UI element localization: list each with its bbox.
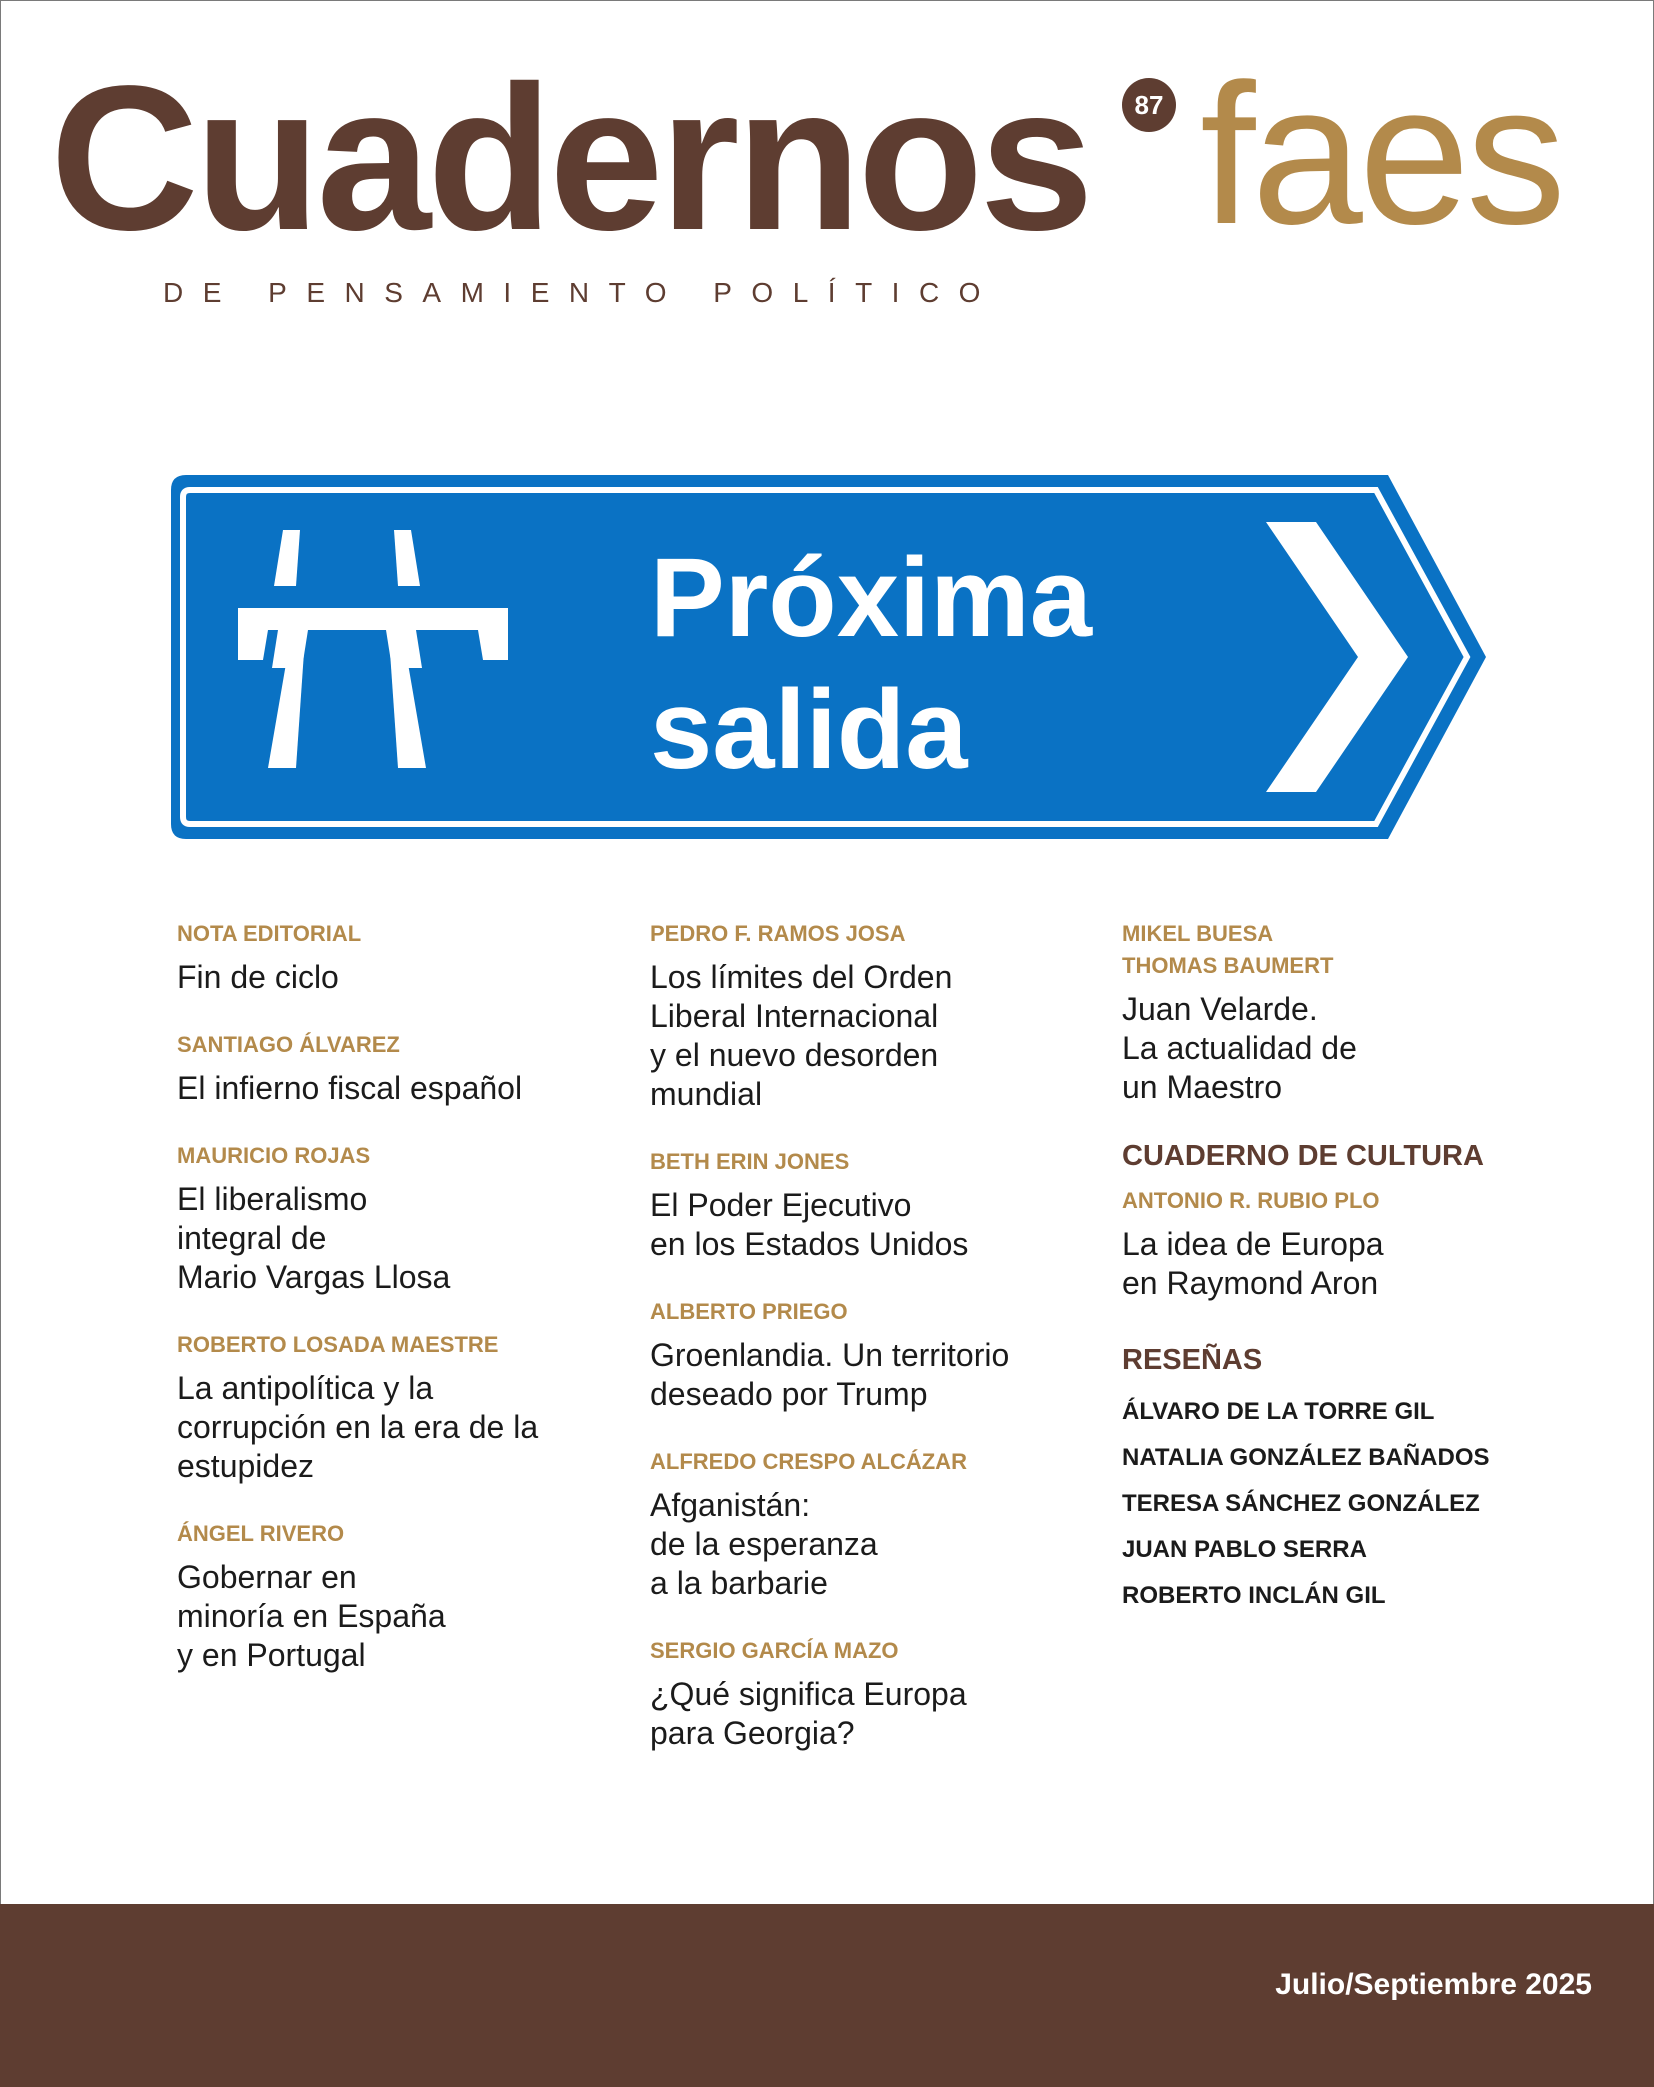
- toc-entry[interactable]: [650, 1446, 1090, 1603]
- culture-section-heading: CUADERNO DE CULTURA: [1122, 1140, 1484, 1172]
- entry-author: SANTIAGO ÁLVAREZ: [177, 1032, 400, 1057]
- entry-title: El infierno fiscal español: [177, 1070, 523, 1106]
- entry-author: ANTONIO R. RUBIO PLO: [1122, 1188, 1380, 1213]
- entry-author: MAURICIO ROJAS: [177, 1143, 371, 1168]
- sign-line-1: Próxima: [650, 535, 1092, 660]
- entry-title: Los límites del Orden Liberal Internacional y el nuevo desorden mundial: [650, 959, 953, 1112]
- entry-title: El Poder Ejecutivo en los Estados Unidos: [650, 1187, 969, 1262]
- toc-entry[interactable]: [177, 1029, 617, 1108]
- entry-coauthor: THOMAS BAUMERT: [1122, 953, 1334, 978]
- entry-title: Afganistán: de la esperanza a la barbarie: [650, 1487, 878, 1601]
- entry-title: Fin de ciclo: [177, 959, 339, 995]
- entry-author: ÁNGEL RIVERO: [177, 1521, 345, 1546]
- contents-column-2: [650, 918, 1090, 1785]
- magazine-tagline: DE PENSAMIENTO POLÍTICO: [163, 277, 1000, 308]
- toc-entry[interactable]: [1122, 1185, 1562, 1303]
- entry-author: SERGIO GARCÍA MAZO: [650, 1638, 899, 1663]
- sign-text: [650, 532, 1092, 796]
- entry-title: ¿Qué significa Europa para Georgia?: [650, 1676, 967, 1751]
- entry-title: Juan Velarde. La actualidad de un Maestro: [1122, 991, 1357, 1105]
- toc-entry[interactable]: [650, 1296, 1090, 1414]
- entry-title: El liberalismo integral de Mario Vargas Llosa: [177, 1181, 451, 1295]
- toc-entry[interactable]: [1122, 918, 1562, 1107]
- entry-author: PEDRO F. RAMOS JOSA: [650, 921, 906, 946]
- sign-line-2: salida: [650, 667, 968, 792]
- entry-author: ALFREDO CRESPO ALCÁZAR: [650, 1449, 967, 1474]
- entry-title: La idea de Europa en Raymond Aron: [1122, 1226, 1384, 1301]
- reviews-section-heading: RESEÑAS: [1122, 1344, 1263, 1376]
- masthead: [50, 43, 1610, 308]
- toc-entry[interactable]: [177, 1329, 617, 1486]
- review-author: ÁLVARO DE LA TORRE GIL: [1122, 1398, 1435, 1425]
- contents-column-1: [177, 918, 617, 1707]
- brand-name: faes: [1200, 43, 1563, 266]
- contents-column-3: [1122, 918, 1562, 1619]
- entry-author: ALBERTO PRIEGO: [650, 1299, 848, 1324]
- review-author: ROBERTO INCLÁN GIL: [1122, 1582, 1386, 1609]
- magazine-title: Cuadernos: [50, 43, 1090, 273]
- review-author: JUAN PABLO SERRA: [1122, 1536, 1367, 1563]
- toc-entry[interactable]: [650, 1146, 1090, 1264]
- footer-band: [0, 1904, 1654, 2087]
- toc-entry[interactable]: [177, 918, 617, 997]
- toc-entry[interactable]: [650, 1635, 1090, 1753]
- motorway-exit-sign: [168, 472, 1488, 842]
- entry-title: Gobernar en minoría en España y en Portugal: [177, 1559, 446, 1673]
- entry-author: NOTA EDITORIAL: [177, 921, 362, 946]
- review-author: TERESA SÁNCHEZ GONZÁLEZ: [1122, 1490, 1480, 1517]
- entry-title: La antipolítica y la corrupción en la era de la estupidez: [177, 1370, 539, 1484]
- issue-date: Julio/Septiembre 2025: [1275, 1968, 1592, 2001]
- issue-number-badge: 87: [1122, 78, 1176, 132]
- review-author: NATALIA GONZÁLEZ BAÑADOS: [1122, 1444, 1490, 1471]
- entry-author: ROBERTO LOSADA MAESTRE: [177, 1332, 499, 1357]
- toc-entry[interactable]: [177, 1518, 617, 1675]
- entry-title: Groenlandia. Un territorio deseado por Trump: [650, 1337, 1010, 1412]
- entry-author: MIKEL BUESA: [1122, 921, 1274, 946]
- toc-entry[interactable]: [177, 1140, 617, 1297]
- entry-author: BETH ERIN JONES: [650, 1149, 850, 1174]
- toc-entry[interactable]: [650, 918, 1090, 1114]
